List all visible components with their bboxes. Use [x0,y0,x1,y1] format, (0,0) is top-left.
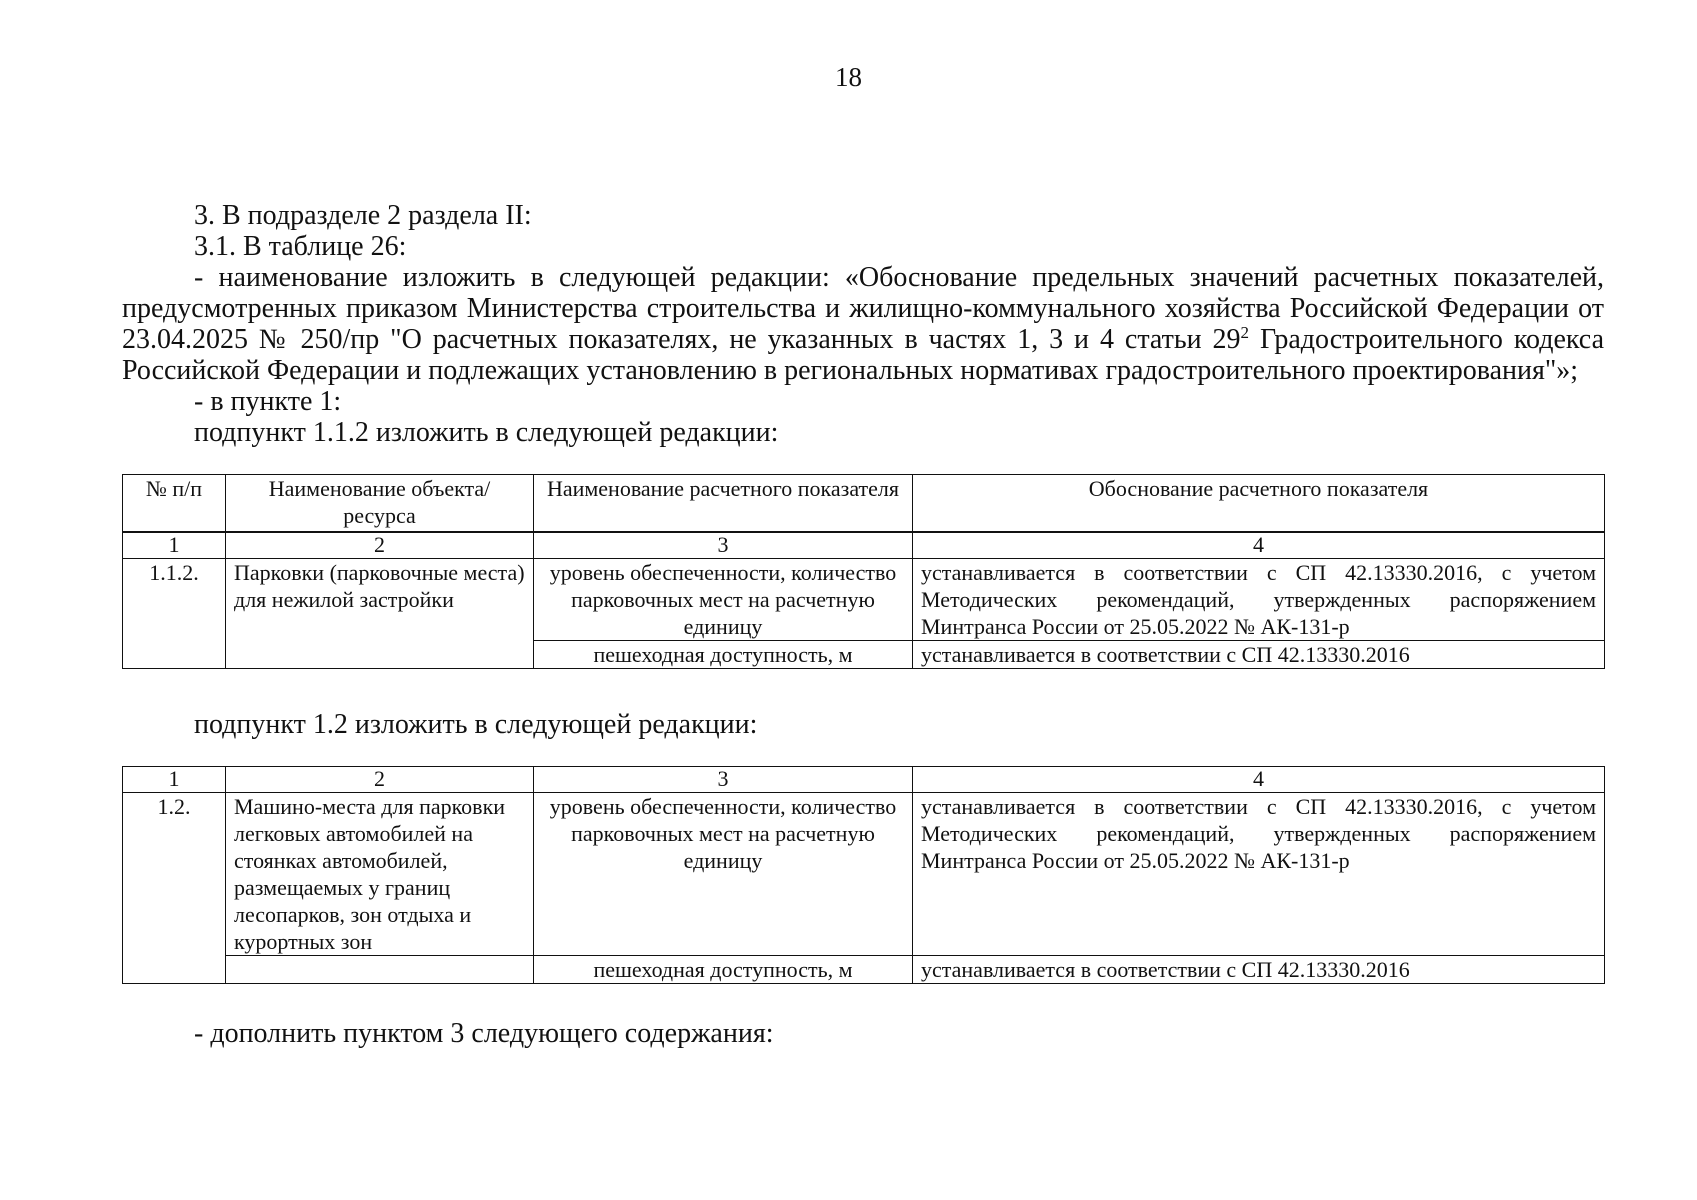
header-object: Наименование объекта/ресурса [226,475,534,533]
table-subpoint-1-1-2 [122,474,1605,669]
row-object-empty [226,956,534,984]
point-three-intro: - дополнить пунктом 3 следующего содержания: [194,1018,774,1049]
row-object: Парковки (парковочные места) для нежилой застройки [226,559,534,669]
row-basis-accessibility: устанавливается в соответствии с СП 42.13330.2016 [913,956,1605,984]
column-number-2: 2 [226,767,534,793]
column-number-1: 1 [123,767,226,793]
document-body [122,200,1604,1049]
row-basis-accessibility: устанавливается в соответствии с СП 42.13330.2016 [913,641,1605,669]
column-number-4: 4 [913,532,1605,559]
column-number-4: 4 [913,767,1605,793]
row-number: 1.2. [123,793,226,984]
page-number: 18 [835,62,862,92]
table-row [123,793,1605,956]
row-number: 1.1.2. [123,559,226,669]
subpoint-1-1-2-intro: подпункт 1.1.2 изложить в следующей редакции: [194,417,779,448]
article-superscript: 2 [1240,323,1250,342]
column-number-1: 1 [123,532,226,559]
header-number: № п/п [123,475,226,533]
title-amendment-text: - наименование изложить в следующей редакции: «Обоснование предельных значений расчетных показателей, предусмотренных приказом Министерства строительства и жилищно-коммунального хозяйства Российской Федерации от 23.04.2025 № 250/пр "О расчетных показателях, не указанных в частях 1, 3 и 4 статьи 29 [122,262,1604,355]
row-indicator-accessibility: пешеходная доступность, м [534,641,913,669]
table-row [123,956,1605,984]
row-basis-provision: устанавливается в соответствии с СП 42.13330.2016, с учетом Методических рекомендаций, утвержденных распоряжением Минтранса России от 25.05.2022 № АК-131-р [913,793,1605,956]
table-header-row [123,475,1605,533]
column-number-row [123,532,1605,559]
title-amendment-paragraph [122,262,1604,386]
section-heading: 3. В подразделе 2 раздела II: [194,200,532,231]
row-indicator-accessibility: пешеходная доступность, м [534,956,913,984]
table-subpoint-1-2 [122,766,1605,984]
row-object: Машино-места для парковки легковых автомобилей на стоянках автомобилей, размещаемых у границ лесопарков, зон отдыха и курортных зон [226,793,534,956]
point-one-heading: - в пункте 1: [194,386,342,417]
column-number-3: 3 [534,767,913,793]
column-number-3: 3 [534,532,913,559]
title-amendment-tail: Градостроительного кодекса Российской Федерации и подлежащих установлению в региональных нормативах градостроительного проектирования"»; [122,324,1604,386]
row-basis-provision: устанавливается в соответствии с СП 42.13330.2016, с учетом Методических рекомендаций, утвержденных распоряжением Минтранса России от 25.05.2022 № АК-131-р [913,559,1605,641]
table-row [123,559,1605,641]
header-indicator: Наименование расчетного показателя [534,475,913,533]
row-indicator-provision: уровень обеспеченности, количество парковочных мест на расчетную единицу [534,559,913,641]
row-indicator-provision: уровень обеспеченности, количество парковочных мест на расчетную единицу [534,793,913,956]
header-basis: Обоснование расчетного показателя [913,475,1605,533]
column-number-row [123,767,1605,793]
subpoint-1-2-intro: подпункт 1.2 изложить в следующей редакции: [194,709,758,740]
column-number-2: 2 [226,532,534,559]
subsection-heading: 3.1. В таблице 26: [194,231,407,262]
